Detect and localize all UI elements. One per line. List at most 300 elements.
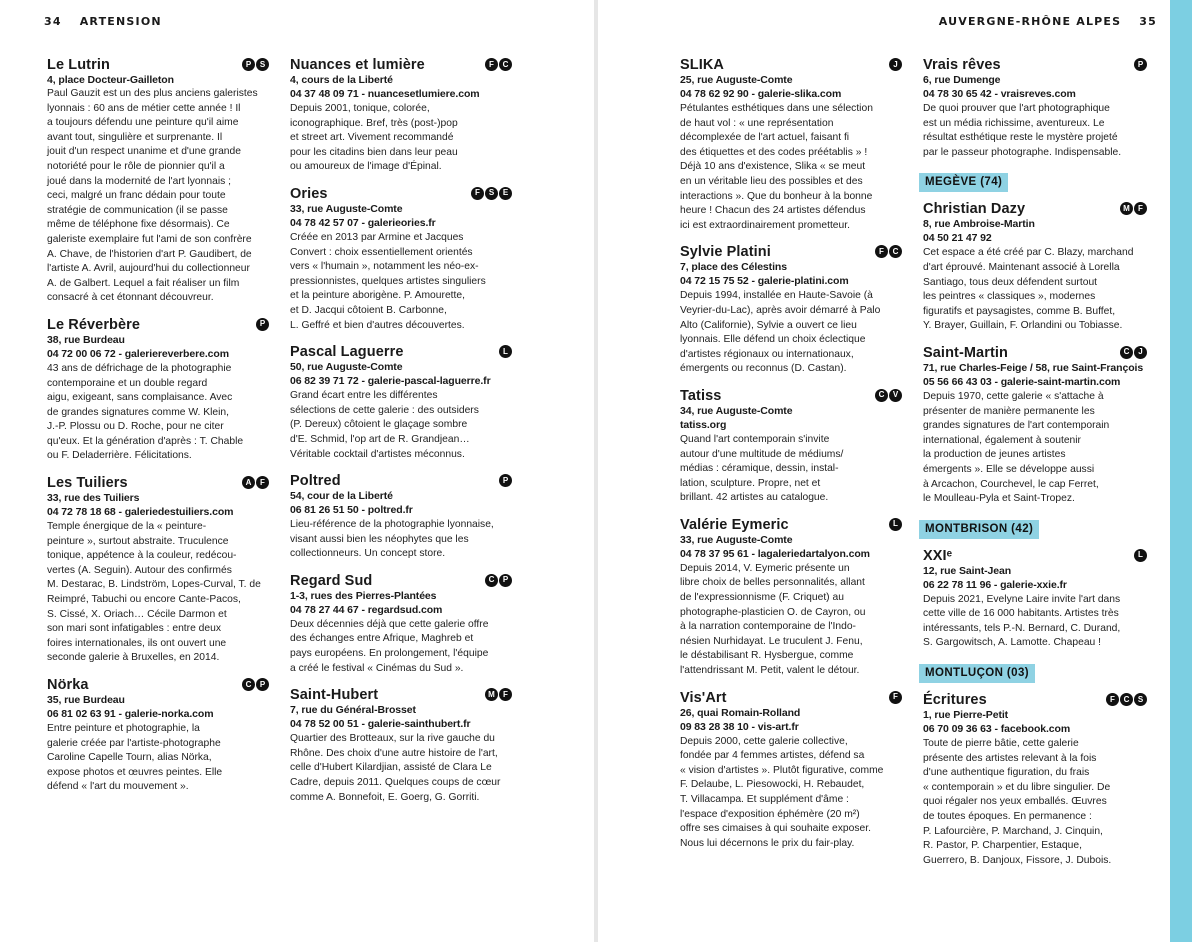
gallery-entry xyxy=(680,56,902,233)
entry-header xyxy=(290,472,512,490)
gallery-contact: 04 78 37 95 61 - lagaleriedartalyon.com xyxy=(680,547,870,560)
description-line: Alto (Californie), Sylvie a ouvert ce lieu xyxy=(680,319,857,331)
gallery-name: Saint-Hubert xyxy=(290,687,379,704)
description-line: galerie créée par l'artiste-photographe xyxy=(47,737,221,749)
category-badge-icon: S xyxy=(1134,693,1147,706)
description-line: a créé le festival « Cinémas du Sud ». xyxy=(290,662,464,674)
category-badges xyxy=(889,518,902,531)
description-line: lation, sculpture. Propre, net et xyxy=(680,477,821,489)
description-line: photographe-plasticien O. de Cayron, ou xyxy=(680,606,866,618)
description-line: consacré à cet étonnant découvreur. xyxy=(47,292,214,304)
description-line: par le passeur photographe. Indispensable. xyxy=(923,146,1122,158)
gallery-entry xyxy=(680,689,902,852)
description-line: la production de jeunes artistes xyxy=(923,449,1066,461)
category-badge-icon: L xyxy=(499,345,512,358)
description-line: l'attendrissant M. Petit, valent le détour. xyxy=(680,665,860,677)
category-badges xyxy=(471,187,512,200)
left-page xyxy=(0,0,594,942)
gallery-entry xyxy=(290,572,512,676)
description-line: qu'eux. Et la génération d'après : T. Chable xyxy=(47,435,244,447)
description-line: contemporaine et un double regard xyxy=(47,377,208,389)
description-line: ou F. Deladerrière. Félicitations. xyxy=(47,450,192,462)
category-badge-icon: F xyxy=(889,691,902,704)
description-line: international, également à soutenir xyxy=(923,434,1081,446)
description-line: fondée par 4 femmes artistes, défend sa xyxy=(680,750,865,762)
gallery-contact: 04 72 15 75 52 - galerie-platini.com xyxy=(680,275,849,288)
gallery-entry xyxy=(680,387,902,506)
gallery-address: 38, rue Burdeau xyxy=(47,333,125,346)
description-line: Pétulantes esthétiques dans une sélection xyxy=(680,103,873,114)
description-line: Grand écart entre les différentes xyxy=(290,390,438,402)
category-badge-icon: F xyxy=(499,688,512,701)
gallery-description xyxy=(680,102,902,233)
gallery-contact: 06 22 78 11 96 - galerie-xxie.fr xyxy=(923,578,1067,591)
gallery-description xyxy=(290,102,512,175)
description-line: Reimpré, Tabuchi ou encore Cante-Pacos, xyxy=(47,594,241,606)
category-badges xyxy=(485,58,512,71)
gallery-name: Poltred xyxy=(290,473,341,490)
description-line: et la peinture aborigène. P. Amourette, xyxy=(290,290,465,302)
category-badge-icon: P xyxy=(242,58,255,71)
description-line: (P. Dereux) côtoient le glaçage sombre xyxy=(290,419,468,431)
description-line: expose photos et œuvres peintes. Elle xyxy=(47,766,223,778)
running-head-right xyxy=(939,15,1157,28)
description-line: Lieu-référence de la photographie lyonnaise, xyxy=(290,519,494,531)
gallery-contact: 04 78 30 65 42 - vraisreves.com xyxy=(923,88,1076,100)
gallery-entry xyxy=(680,243,902,377)
category-badges xyxy=(242,58,269,71)
gallery-address: 7, place des Célestins xyxy=(680,261,787,274)
description-line: libre choix de belles personnalités, allant xyxy=(680,577,865,589)
description-line: collectionneurs. Un concept store. xyxy=(290,548,446,560)
description-line: Depuis 2014, V. Eymeric présente un xyxy=(680,562,850,574)
entry-header xyxy=(680,243,902,261)
description-line: et street art. Vivement recommandé xyxy=(290,132,454,144)
category-badges xyxy=(499,474,512,487)
gallery-entry xyxy=(47,676,269,795)
gallery-contact: 06 82 39 71 72 - galerie-pascal-laguerre.fr xyxy=(290,375,491,388)
description-line: des échanges entre Afrique, Maghreb et xyxy=(290,633,474,645)
gallery-address: 12, rue Saint-Jean xyxy=(923,564,1012,577)
description-line: R. Pastor, P. Charpentier, Estaque, xyxy=(923,840,1082,852)
gallery-address: 33, rue Auguste-Comte xyxy=(290,202,403,215)
gallery-name: XXIᵉ xyxy=(923,547,953,564)
gallery-name: Le Lutrin xyxy=(47,57,110,73)
category-badges xyxy=(242,476,269,489)
description-line: d'artistes régionaux ou internationaux, xyxy=(680,348,854,360)
description-line: A. de Galbert. Lequel a fait réaliser un film xyxy=(47,277,240,289)
gallery-name: Regard Sud xyxy=(290,572,373,589)
description-line: brillant. 42 artistes au catalogue. xyxy=(680,492,829,504)
gallery-description xyxy=(290,732,512,805)
description-line: vertes (A. Seguin). Autour des confirmés xyxy=(47,564,232,576)
gallery-address: 71, rue Charles-Feige / 58, rue Saint-François xyxy=(923,361,1144,374)
description-line: l'espace d'exposition éphémère (20 m²) xyxy=(680,808,860,820)
description-line: en un véritable lieu des possibles et des xyxy=(680,175,863,187)
entry-header xyxy=(290,343,512,361)
description-line: défend « l'art du mouvement ». xyxy=(47,781,189,793)
gallery-description xyxy=(680,289,902,377)
gallery-name: Nörka xyxy=(47,677,89,693)
description-line: Cet espace a été créé par C. Blazy, marchand xyxy=(923,247,1134,259)
description-line: notoriété pour le rôle de pionnier qu'il a xyxy=(47,160,225,172)
entry-header xyxy=(680,689,902,707)
gallery-name: Les Tuiliers xyxy=(47,475,128,492)
gallery-entry xyxy=(680,516,902,679)
gallery-address: 4, cours de la Liberté xyxy=(290,74,393,86)
description-line: Temple énergique de la « peinture- xyxy=(47,521,207,533)
region-section-header: MONTBRISON (42) xyxy=(919,520,1039,539)
page-number-left: 34 xyxy=(44,15,62,28)
gallery-contact: 04 72 00 06 72 - galeriereverbere.com xyxy=(47,347,229,360)
category-badge-icon: P xyxy=(499,474,512,487)
description-line: foires internationales, ils ont ouvert une xyxy=(47,637,227,649)
gallery-entry xyxy=(290,343,512,462)
description-line: d'une authentique figuration, du frais xyxy=(923,767,1090,779)
description-line: galeriste exemplaire fut l'ami de son confrère xyxy=(47,233,252,245)
category-badge-icon: F xyxy=(1134,202,1147,215)
description-line: pour les citadins bien dans leur peau xyxy=(290,146,458,158)
description-line: A. Chave, de l'historien d'art P. Gaudibert, de xyxy=(47,248,252,260)
gallery-address: 25, rue Auguste-Comte xyxy=(680,74,793,86)
entry-header xyxy=(47,316,269,334)
description-line: a toujours défendu une peinture qu'il aime xyxy=(47,117,239,129)
gallery-address: 6, rue Dumenge xyxy=(923,74,1001,86)
description-line: visant aussi bien les néophytes que les xyxy=(290,533,469,545)
gallery-entry xyxy=(923,56,1147,160)
description-line: avant tout, singulière et surprenante. Il xyxy=(47,131,223,143)
category-badge-icon: V xyxy=(889,389,902,402)
description-line: de toutes époques. En permanence : xyxy=(923,811,1092,823)
description-line: pressionnistes, quelques artistes singuliers xyxy=(290,275,486,287)
description-line: et D. Jacqui côtoient B. Carbonne, xyxy=(290,304,447,316)
description-line: sélections de cette galerie : des outsiders xyxy=(290,404,479,416)
category-badge-icon: F xyxy=(485,58,498,71)
category-badge-icon: C xyxy=(242,678,255,691)
gallery-contact: 04 78 62 92 90 - galerie-slika.com xyxy=(680,88,842,100)
description-line: De quoi prouver que l'art photographique xyxy=(923,103,1110,114)
gallery-description xyxy=(47,722,269,795)
gallery-entry xyxy=(290,686,512,805)
gallery-address: 8, rue Ambroise-Martin xyxy=(923,218,1035,231)
description-line: son mari sont infatigables : entre deux xyxy=(47,623,222,635)
category-badge-icon: C xyxy=(499,58,512,71)
entry-header xyxy=(47,474,269,492)
category-badge-icon: F xyxy=(1106,693,1119,706)
description-line: ou amoureux de l'image d'Épinal. xyxy=(290,161,442,173)
gallery-name: Vrais rêves xyxy=(923,57,1001,73)
description-line: nésien Nurhidayat. Le truculent J. Fenu, xyxy=(680,635,863,647)
category-badges xyxy=(242,678,269,691)
gallery-contact: 06 81 26 51 50 - poltred.fr xyxy=(290,504,413,517)
gallery-contact: tatiss.org xyxy=(680,418,727,431)
category-badge-icon: S xyxy=(256,58,269,71)
category-badges xyxy=(875,389,902,402)
gallery-entry xyxy=(923,344,1147,507)
entry-header xyxy=(923,56,1147,74)
description-line: Depuis 2000, cette galerie collective, xyxy=(680,735,848,747)
gallery-contact: 04 37 48 09 71 - nuancesetlumiere.com xyxy=(290,88,480,100)
category-badge-icon: P xyxy=(256,318,269,331)
gallery-entry xyxy=(290,56,512,175)
category-badge-icon: F xyxy=(471,187,484,200)
gallery-description xyxy=(680,433,902,506)
description-line: médias : céramique, dessin, instal- xyxy=(680,463,839,475)
column-1 xyxy=(47,56,269,805)
gallery-description xyxy=(290,231,512,333)
description-line: Depuis 2021, Evelyne Laire invite l'art dans xyxy=(923,593,1121,605)
description-line: décomplexée de l'art actuel, faisant fi xyxy=(680,132,850,144)
category-badges xyxy=(1134,549,1147,562)
gallery-description xyxy=(680,562,902,679)
gallery-entry xyxy=(47,56,269,306)
gallery-entry xyxy=(923,691,1147,868)
category-badge-icon: J xyxy=(1134,346,1147,359)
gallery-entry xyxy=(923,200,1147,334)
description-line: le Moulleau-Pyla et Saint-Tropez. xyxy=(923,493,1075,505)
gallery-name: Nuances et lumière xyxy=(290,57,425,73)
entry-header xyxy=(923,200,1147,218)
description-line: d'art éprouvé. Maintenant associé à Lorella xyxy=(923,261,1120,273)
category-badge-icon: C xyxy=(889,245,902,258)
category-badge-icon: L xyxy=(889,518,902,531)
gallery-description xyxy=(47,87,269,306)
category-badge-icon: P xyxy=(499,574,512,587)
entry-header xyxy=(290,185,512,203)
gallery-entry xyxy=(290,185,512,333)
gallery-address: 54, cour de la Liberté xyxy=(290,490,393,503)
gallery-name: Écritures xyxy=(923,692,987,709)
description-line: figuratifs et paysagistes, comme B. Buffet, xyxy=(923,305,1116,317)
gallery-name: SLIKA xyxy=(680,57,724,73)
description-line: Caroline Capelle Tourn, alias Nörka, xyxy=(47,752,212,764)
gallery-name: Vis'Art xyxy=(680,689,727,706)
category-badges xyxy=(256,318,269,331)
description-line: stratégie de communication (il se passe xyxy=(47,204,228,216)
description-line: Veyrier-du-Lac), après avoir démarré à Palo xyxy=(680,304,881,316)
description-line: M. Destarac, B. Lindström, Lopes-Curval, T. de xyxy=(47,579,261,591)
description-line: les peintres « classiques », modernes xyxy=(923,291,1096,303)
gallery-contact: 04 78 27 44 67 - regardsud.com xyxy=(290,603,443,616)
description-line: Deux décennies déjà que cette galerie offre xyxy=(290,618,489,630)
category-badge-icon: A xyxy=(242,476,255,489)
category-badges xyxy=(485,688,512,701)
page-edge-right xyxy=(1170,0,1192,942)
description-line: résultat esthétique reste le mystère projeté xyxy=(923,132,1118,144)
gallery-entry xyxy=(923,547,1147,651)
region-section-header: MEGÈVE (74) xyxy=(919,173,1008,192)
gallery-address: 50, rue Auguste-Comte xyxy=(290,361,403,374)
description-line: Santiago, tous deux défendent surtout xyxy=(923,276,1098,288)
description-line: grandes signatures de l'art contemporain xyxy=(923,420,1110,432)
gallery-description xyxy=(47,520,269,666)
gallery-description xyxy=(923,102,1147,160)
description-line: offre ses cimaises à qui souhaite exposer. xyxy=(680,823,871,835)
description-line: émergents ». Elle se développe aussi xyxy=(923,463,1095,475)
gallery-name: Le Réverbère xyxy=(47,316,141,333)
description-line: cette ville de 16 000 habitants. Artistes très xyxy=(923,608,1119,620)
category-badges xyxy=(499,345,512,358)
description-line: ici est extraordinairement prometteur. xyxy=(680,219,850,231)
description-line: S. Cissé, X. Oriach… Cécile Darmon et xyxy=(47,608,227,620)
gallery-contact: 06 81 02 63 91 - galerie-norka.com xyxy=(47,708,214,720)
description-line: « vision d'artistes ». Plutôt figurative, comme xyxy=(680,764,884,776)
entry-header xyxy=(290,686,512,704)
description-line: celle d'Hubert Kilardjian, assisté de Clara Le xyxy=(290,762,492,774)
description-line: le déstabilisant R. Hysbergue, comme xyxy=(680,650,854,662)
description-line: seconde galerie à Bruxelles, en 2014. xyxy=(47,652,220,664)
description-line: Depuis 1970, cette galerie « s'attache à xyxy=(923,390,1104,402)
description-line: aigu, exigeant, sans complaisance. Avec xyxy=(47,392,233,404)
page-number-right: 35 xyxy=(1139,15,1157,28)
entry-header xyxy=(923,344,1147,362)
category-badges xyxy=(1134,58,1147,71)
gallery-description xyxy=(923,593,1147,651)
column-2 xyxy=(290,56,512,815)
description-line: Quand l'art contemporain s'invite xyxy=(680,433,830,445)
description-line: autour d'une multitude de médiums/ xyxy=(680,448,844,460)
category-badge-icon: M xyxy=(1120,202,1133,215)
column-3 xyxy=(680,56,902,861)
description-line: comme A. Bonnefoit, E. Goerg, G. Gorriti. xyxy=(290,791,480,803)
description-line: Déjà 10 ans d'existence, Slika « se meut xyxy=(680,161,866,173)
description-line: « contemporain » et du libre singulier. De xyxy=(923,781,1111,793)
category-badge-icon: E xyxy=(499,187,512,200)
column-4 xyxy=(923,56,1147,878)
entry-header xyxy=(680,516,902,534)
description-line: Y. Brayer, Guillain, F. Orlandini ou Tobiasse. xyxy=(923,320,1123,332)
description-line: d'E. Schmid, l'op art de R. Grandjean… xyxy=(290,433,470,445)
description-line: lyonnais : 60 ans de métier cette année ! Il xyxy=(47,102,241,114)
gallery-contact: 04 78 42 57 07 - galerieories.fr xyxy=(290,216,436,229)
category-badges xyxy=(485,574,512,587)
description-line: intéressants, tels P.-N. Bernard, C. Durand, xyxy=(923,622,1121,634)
right-page xyxy=(598,0,1192,942)
description-line: Guerrero, B. Danjoux, Fissore, J. Dubois. xyxy=(923,854,1112,866)
category-badges xyxy=(889,58,902,71)
entry-header xyxy=(680,387,902,405)
description-line: F. Delaube, L. Piesowocki, H. Rebaudet, xyxy=(680,779,865,791)
gallery-address: 1, rue Pierre-Petit xyxy=(923,709,1009,722)
description-line: S. Gargowitsch, A. Lamotte. Chapeau ! xyxy=(923,637,1102,649)
description-line: émergents ou reconnus (D. Castan). xyxy=(680,363,847,375)
entry-header xyxy=(680,56,902,74)
category-badges xyxy=(889,691,902,704)
running-head-title-left: ARTENSION xyxy=(79,15,162,28)
description-line: quoi régaler nos yeux emballés. Œuvres xyxy=(923,796,1107,808)
gallery-name: Christian Dazy xyxy=(923,201,1026,218)
gallery-description xyxy=(923,390,1147,507)
gallery-address: 26, quai Romain-Rolland xyxy=(680,706,801,719)
category-badge-icon: S xyxy=(485,187,498,200)
description-line: de l'expressionnisme (F. Criquet) au xyxy=(680,592,844,604)
description-line: Rhône. Des choix d'une autre histoire de l'art, xyxy=(290,747,498,759)
region-section-header: MONTLUÇON (03) xyxy=(919,664,1035,683)
gallery-contact: 04 50 21 47 92 xyxy=(923,232,992,245)
description-line: des étiquettes et des codes préétablis » ! xyxy=(680,146,868,158)
gallery-description xyxy=(923,737,1147,868)
description-line: J.-P. Plossu ou D. Roche, pour ne citer xyxy=(47,421,224,433)
description-line: iconographique. Bref, très (post-)pop xyxy=(290,117,458,129)
category-badge-icon: P xyxy=(1134,58,1147,71)
gallery-contact: 09 83 28 38 10 - vis-art.fr xyxy=(680,720,799,733)
description-line: de haut vol : « une représentation xyxy=(680,117,834,129)
gallery-contact: 05 56 66 43 03 - galerie-saint-martin.com xyxy=(923,375,1121,388)
category-badge-icon: C xyxy=(1120,693,1133,706)
gallery-description xyxy=(290,389,512,462)
gallery-address: 34, rue Auguste-Comte xyxy=(680,404,793,417)
description-line: vers « l'humain », notamment les néo-ex- xyxy=(290,261,479,273)
description-line: lyonnais. Elle défend un choix éclectique xyxy=(680,334,866,346)
gallery-name: Tatiss xyxy=(680,387,722,404)
description-line: présente des artistes relevant à la fois xyxy=(923,752,1097,764)
category-badge-icon: M xyxy=(485,688,498,701)
description-line: à Arcachon, Courchevel, le cap Ferret, xyxy=(923,478,1099,490)
description-line: est un média richissime, aventureux. Le xyxy=(923,117,1105,129)
gallery-address: 1-3, rues des Pierres-Plantées xyxy=(290,589,437,602)
gallery-name: Saint-Martin xyxy=(923,344,1008,361)
gallery-description xyxy=(47,362,269,464)
description-line: Depuis 1994, installée en Haute-Savoie (à xyxy=(680,290,873,302)
description-line: Toute de pierre bâtie, cette galerie xyxy=(923,738,1079,750)
category-badge-icon: F xyxy=(256,476,269,489)
entry-header xyxy=(290,572,512,590)
running-head-title-right: AUVERGNE-RHÔNE ALPES xyxy=(938,15,1122,28)
gallery-name: Valérie Eymeric xyxy=(680,516,789,533)
description-line: Nous lui décernons le prix du fair-play. xyxy=(680,837,855,849)
description-line: l'artiste A. Avril, aujourd'hui du collectionneur xyxy=(47,263,250,275)
category-badge-icon: L xyxy=(1134,549,1147,562)
description-line: Convert : choix essentiellement orientés xyxy=(290,246,473,258)
gallery-address: 33, rue Auguste-Comte xyxy=(680,533,793,546)
entry-header xyxy=(47,56,269,74)
gallery-description xyxy=(290,518,512,562)
gallery-address: 35, rue Burdeau xyxy=(47,694,125,706)
description-line: Véritable cocktail d'artistes méconnus. xyxy=(290,448,465,460)
description-line: Paul Gauzit est un des plus anciens galeristes xyxy=(47,88,258,99)
description-line: pays européens. En prolongement, l'équipe xyxy=(290,648,489,660)
description-line: jouit d'un respect unanime et d'une grande xyxy=(47,146,241,158)
running-head-left xyxy=(44,15,162,28)
gallery-address: 33, rue des Tuiliers xyxy=(47,492,140,505)
description-line: interactions ». Que du bonheur à la bonne xyxy=(680,190,873,202)
entry-header xyxy=(290,56,512,74)
category-badges xyxy=(875,245,902,258)
description-line: de grandes signatures comme W. Klein, xyxy=(47,406,230,418)
gallery-contact: 04 78 52 00 51 - galerie-sainthubert.fr xyxy=(290,718,471,731)
category-badge-icon: P xyxy=(256,678,269,691)
description-line: P. Lafourcière, P. Marchand, J. Cinquin, xyxy=(923,825,1103,837)
description-line: même de téléphone fixe désormais). Ce xyxy=(47,219,230,231)
category-badge-icon: F xyxy=(875,245,888,258)
category-badges xyxy=(1120,346,1147,359)
description-line: Depuis 2001, tonique, colorée, xyxy=(290,103,430,114)
description-line: tonique, appétence à la couleur, redécou- xyxy=(47,550,237,562)
description-line: L. Geffré et bien d'autres découvertes. xyxy=(290,319,465,331)
entry-header xyxy=(923,691,1147,709)
entry-header xyxy=(47,676,269,694)
category-badges xyxy=(1120,202,1147,215)
category-badges xyxy=(1106,693,1147,706)
gallery-entry xyxy=(47,474,269,666)
description-line: ceci, malgré un franc dédain pour toute xyxy=(47,190,226,202)
gallery-address: 7, rue du Général-Brosset xyxy=(290,704,416,717)
description-line: Créée en 2013 par Armine et Jacques xyxy=(290,231,464,243)
gallery-name: Pascal Laguerre xyxy=(290,344,404,361)
description-line: Quartier des Brotteaux, sur la rive gauche du xyxy=(290,733,495,745)
gallery-name: Sylvie Platini xyxy=(680,244,771,261)
category-badge-icon: C xyxy=(485,574,498,587)
